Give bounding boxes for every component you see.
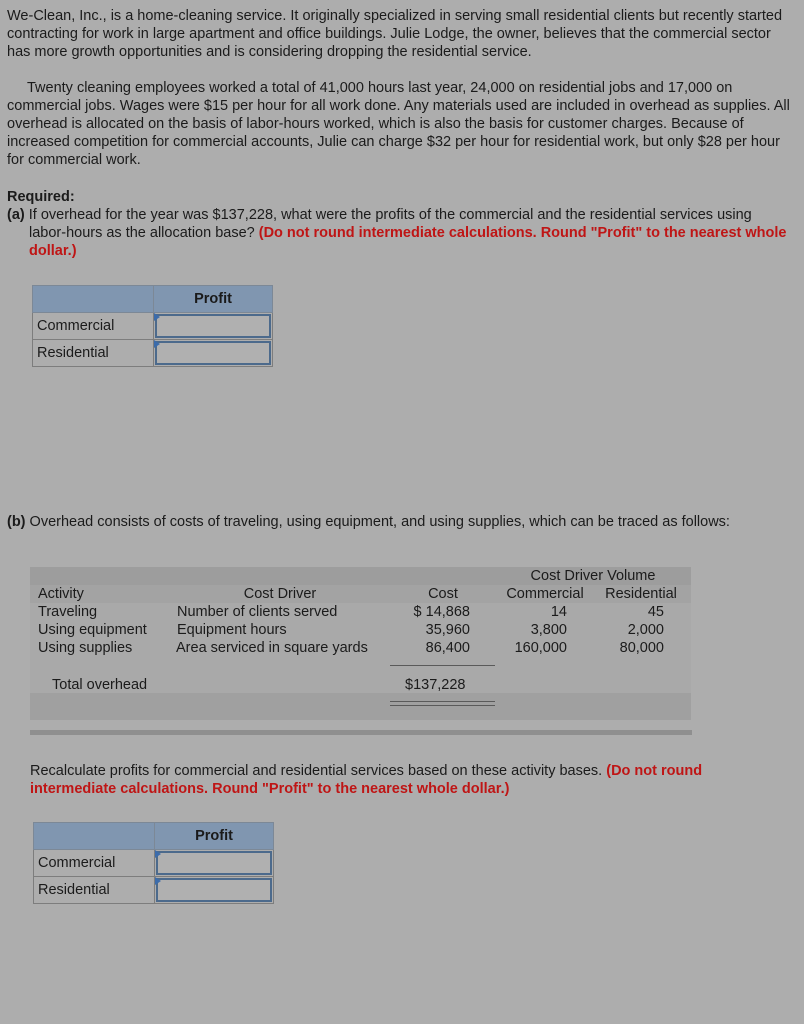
commercial-equipment: 3,800	[530, 622, 567, 638]
profit-column-header: Profit	[155, 823, 274, 850]
row-label-residential: Residential	[34, 877, 155, 904]
recalc-text: Recalculate profits for commercial and residential services based on these activity bases.	[30, 763, 603, 779]
cost-equipment: 35,960	[425, 622, 470, 638]
subtotal-rule	[390, 665, 495, 666]
residential-equipment: 2,000	[627, 622, 664, 638]
driver-traveling: Number of clients served	[177, 604, 338, 620]
intro-paragraph-2: Twenty cleaning employees worked a total of 41,000 hours last year, 24,000 on residential jobs and 17,000 on commercial jobs. Wages were $15 per hour for all work done. Any materials used are included in overhead as supplies. All overhead is allocated on the basis of labor-hours worked, which is also the basis for customer charges. Because of increased competition for commercial accounts, Julie can charge $32 per hour for residential work, but only $28 per hour for commercial work.	[7, 80, 790, 168]
input-marker-icon	[154, 313, 160, 321]
part-a-residential-profit-input[interactable]	[154, 340, 273, 367]
activity-supplies: Using supplies	[38, 640, 133, 656]
part-a-label: (a)	[7, 207, 25, 223]
total-overhead-label: Total overhead	[52, 677, 148, 693]
driver-equipment: Equipment hours	[177, 622, 287, 638]
col-residential: Residential	[605, 586, 677, 602]
row-label-commercial: Commercial	[34, 850, 155, 877]
input-marker-icon	[154, 340, 160, 348]
total-double-rule-bottom	[390, 705, 495, 706]
activity-traveling: Traveling	[38, 604, 98, 620]
total-overhead-value: $137,228	[405, 677, 466, 693]
required-label: Required:	[7, 189, 75, 205]
profit-column-header: Profit	[154, 286, 273, 313]
part-b-instruction: (Do not round intermediate calculations. Round "Profit" to the nearest whole dollar.)	[30, 763, 703, 797]
part-b-commercial-profit-input[interactable]	[155, 850, 274, 877]
commercial-supplies: 160,000	[514, 640, 567, 656]
row-label-residential: Residential	[33, 340, 154, 367]
col-cost: Cost	[428, 586, 458, 602]
input-box[interactable]	[155, 341, 271, 365]
col-cost-driver: Cost Driver	[243, 586, 317, 602]
table-row	[34, 877, 274, 904]
cost-driver-volume-header: Cost Driver Volume	[530, 568, 656, 584]
table-row	[33, 313, 273, 340]
total-double-rule-top	[390, 701, 495, 702]
intro-paragraph-1: We-Clean, Inc., is a home-cleaning service. It originally specialized in serving small residential clients but recently started contracting for work in large apartment and office buildings. Julie Lodge, the owner, believes that the commercial sector has more growth opportunities and is considering dropping the residential service.	[7, 8, 783, 60]
input-box[interactable]	[156, 878, 272, 902]
cost-traveling: $ 14,868	[413, 604, 470, 620]
cost-supplies: 86,400	[425, 640, 470, 656]
recalculate-instruction	[30, 762, 750, 798]
input-marker-icon	[155, 850, 161, 858]
col-activity: Activity	[38, 586, 84, 602]
table-corner	[34, 823, 155, 850]
part-a-text: If overhead for the year was $137,228, what were the profits of the commercial and the residential services using labor-hours as the allocation base?	[28, 207, 752, 241]
overhead-total-band	[30, 693, 691, 720]
overhead-separator-bar	[30, 730, 692, 735]
part-b-profit-table	[33, 822, 274, 904]
part-b-question	[7, 513, 787, 531]
part-a-profit-table	[32, 285, 273, 367]
commercial-traveling: 14	[550, 604, 567, 620]
table-corner	[33, 286, 154, 313]
part-a-instruction: (Do not round intermediate calculations. Round "Profit" to the nearest whole dollar.)	[29, 225, 787, 259]
row-label-commercial: Commercial	[33, 313, 154, 340]
part-a-question	[7, 206, 787, 260]
part-b-residential-profit-input[interactable]	[155, 877, 274, 904]
driver-supplies: Area serviced in square yards	[176, 640, 368, 656]
table-row	[34, 850, 274, 877]
part-b-text: Overhead consists of costs of traveling, using equipment, and using supplies, which can be traced as follows:	[29, 514, 730, 530]
input-box[interactable]	[155, 314, 271, 338]
part-a-commercial-profit-input[interactable]	[154, 313, 273, 340]
col-commercial: Commercial	[506, 586, 584, 602]
residential-traveling: 45	[647, 604, 664, 620]
overhead-subheader-shade	[30, 585, 691, 603]
activity-equipment: Using equipment	[38, 622, 147, 638]
input-marker-icon	[155, 877, 161, 885]
residential-supplies: 80,000	[619, 640, 664, 656]
table-row	[33, 340, 273, 367]
input-box[interactable]	[156, 851, 272, 875]
part-b-label: (b)	[7, 514, 26, 530]
